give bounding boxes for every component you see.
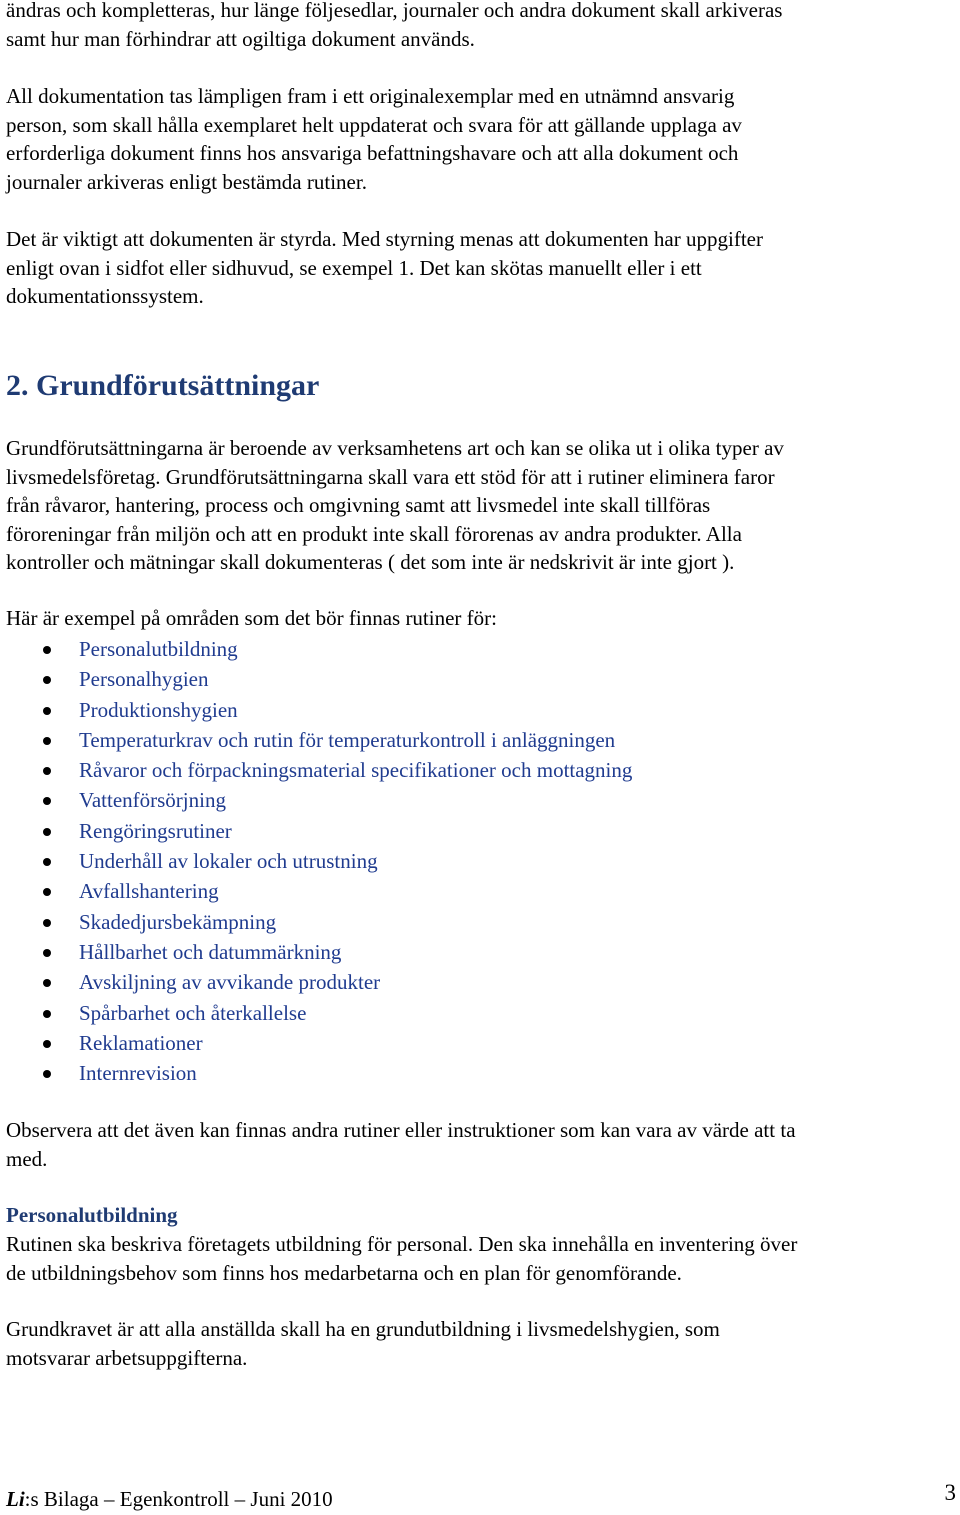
list-item: Personalhygien [6, 664, 946, 694]
footer-brand: Li [6, 1487, 25, 1511]
paragraph-prerequisites: Grundförutsättningarna är beroende av verksamhetens art och kan se olika ut i olika typer av livsmedelsföretag. Grundförutsättningarna skall vara ett stöd för att i rutiner eliminera faror från råvaror, hantering, process och omgivning samt att livsmedel inte skall tillföras föroreningar från miljön och att en produkt inte skall förorenas av andra produkter. Alla kontroller och mätningar skall dokumenteras ( det som inte är nedskrivit är inte gjort ). [6, 436, 784, 574]
bullet-icon [43, 828, 51, 836]
bullet-icon [43, 707, 51, 715]
bullet-icon [43, 646, 51, 654]
list-item: Personalutbildning [6, 634, 946, 664]
bullet-icon [43, 767, 51, 775]
footer-title: :s Bilaga – Egenkontroll – Juni 2010 [24, 1487, 333, 1511]
list-item: Avskiljning av avvikande produkter [6, 967, 946, 997]
bullet-icon [43, 979, 51, 987]
paragraph-training-routine: Rutinen ska beskriva företagets utbildning för personal. Den ska innehålla en inventering över de utbildningsbehov som finns hos medarbetarna och en plan för genomförande. [6, 1232, 798, 1285]
list-item: Spårbarhet och återkallelse [6, 998, 946, 1028]
paragraph-document-archiving: ändras och kompletteras, hur länge följesedlar, journaler och andra dokument skall arkiveras samt hur man förhindrar att ogiltiga dokument används. [6, 0, 783, 51]
bullet-icon [43, 949, 51, 957]
section-heading: 2. Grundförutsättningar [6, 369, 320, 402]
list-item: Råvaror och förpackningsmaterial specifikationer och mottagning [6, 755, 946, 785]
bullet-icon [43, 1040, 51, 1048]
list-item: Underhåll av lokaler och utrustning [6, 846, 946, 876]
paragraph-observation: Observera att det även kan finnas andra rutiner eller instruktioner som kan vara av värde att ta med. [6, 1118, 796, 1171]
paragraph-document-control: Det är viktigt att dokumenten är styrda. Med styrning menas att dokumenten har uppgifter enligt ovan i sidfot eller sidhuvud, se exempel 1. Det kan skötas manuellt eller i ett dokumentationssystem. [6, 227, 763, 308]
bullet-icon [43, 888, 51, 896]
list-item: Produktionshygien [6, 695, 946, 725]
footer-text [6, 1487, 333, 1511]
list-item: Skadedjursbekämpning [6, 907, 946, 937]
bullet-icon [43, 858, 51, 866]
list-item: Rengöringsrutiner [6, 816, 946, 846]
page-number: 3 [944, 1480, 956, 1505]
subheading-personnel-training: Personalutbildning [6, 1203, 178, 1227]
bullet-icon [43, 1010, 51, 1018]
bullet-icon [43, 737, 51, 745]
list-item: Vattenförsörjning [6, 785, 946, 815]
list-item: Reklamationer [6, 1028, 946, 1058]
list-item: Internrevision [6, 1058, 946, 1088]
list-item: Hållbarhet och datummärkning [6, 937, 946, 967]
list-item: Temperaturkrav och rutin för temperaturkontroll i anläggningen [6, 725, 946, 755]
paragraph-basic-requirement: Grundkravet är att alla anställda skall ha en grundutbildning i livsmedelshygien, som motsvarar arbetsuppgifterna. [6, 1317, 720, 1370]
bullet-icon [43, 797, 51, 805]
routine-list [6, 634, 946, 1088]
bullet-icon [43, 1070, 51, 1078]
paragraph-examples-intro: Här är exempel på områden som det bör finnas rutiner för: [6, 606, 497, 630]
page-footer [6, 1480, 956, 1513]
bullet-icon [43, 676, 51, 684]
list-item: Avfallshantering [6, 876, 946, 906]
paragraph-documentation: All dokumentation tas lämpligen fram i ett originalexemplar med en utnämnd ansvarig person, som skall hålla exemplaret helt uppdaterat och svara för att gällande upplaga av erforderliga dokument finns hos ansvariga befattningshavare och att alla dokument och journaler arkiveras enligt bestämda rutiner. [6, 84, 742, 194]
bullet-icon [43, 919, 51, 927]
